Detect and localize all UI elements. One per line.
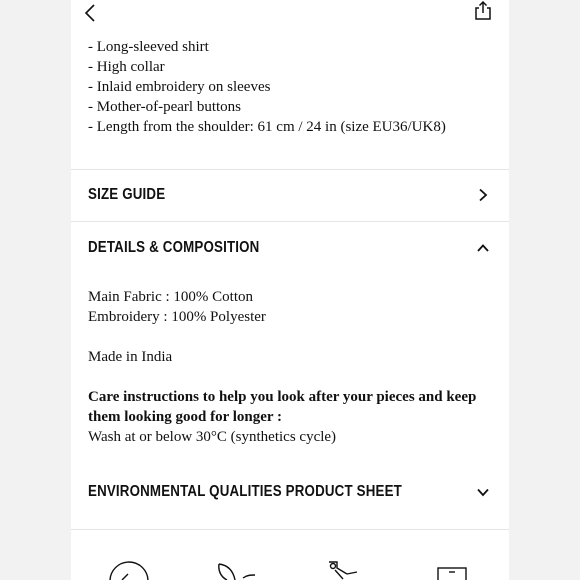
share-icon — [473, 0, 493, 22]
back-button[interactable] — [81, 2, 99, 24]
chevron-left-icon — [81, 2, 99, 24]
list-item: - Long-sleeved shirt — [88, 39, 209, 55]
chevron-right-icon — [476, 188, 490, 202]
top-bar — [71, 0, 509, 26]
size-guide-header[interactable] — [71, 171, 509, 221]
product-badges-row — [71, 560, 509, 580]
environmental-sheet-header[interactable] — [71, 468, 509, 518]
product-details-panel — [71, 0, 509, 580]
chevron-down-icon — [476, 485, 490, 499]
divider — [71, 529, 509, 530]
check-circle-icon — [107, 560, 151, 580]
divider — [71, 221, 509, 222]
size-guide-title: SIZE GUIDE — [88, 186, 166, 203]
list-item: - Mother-of-pearl buttons — [88, 99, 241, 115]
list-item: - Inlaid embroidery on sleeves — [88, 79, 271, 95]
product-description-list — [88, 37, 446, 137]
details-composition-content — [88, 287, 488, 447]
share-button[interactable] — [473, 0, 493, 22]
list-item: - Length from the shoulder: 61 cm / 24 in (size EU36/UK8) — [88, 119, 446, 135]
tag-icon — [321, 560, 365, 580]
leaf-icon — [213, 560, 257, 580]
list-item: - High collar — [88, 59, 165, 75]
main-fabric-text: Main Fabric : 100% Cotton — [88, 289, 253, 305]
care-instructions-heading: Care instructions to help you look after your pieces and keep them looking good for longer : — [88, 389, 477, 425]
details-composition-header[interactable] — [71, 224, 509, 274]
care-wash-text: Wash at or below 30°C (synthetics cycle) — [88, 429, 337, 445]
box-icon — [430, 560, 474, 580]
divider — [71, 169, 509, 170]
environmental-sheet-title: ENVIRONMENTAL QUALITIES PRODUCT SHEET — [88, 483, 402, 500]
details-composition-title: DETAILS & COMPOSITION — [88, 239, 260, 256]
made-in-text: Made in India — [88, 349, 173, 365]
chevron-up-icon — [476, 241, 490, 255]
embroidery-text: Embroidery : 100% Polyester — [88, 309, 266, 325]
